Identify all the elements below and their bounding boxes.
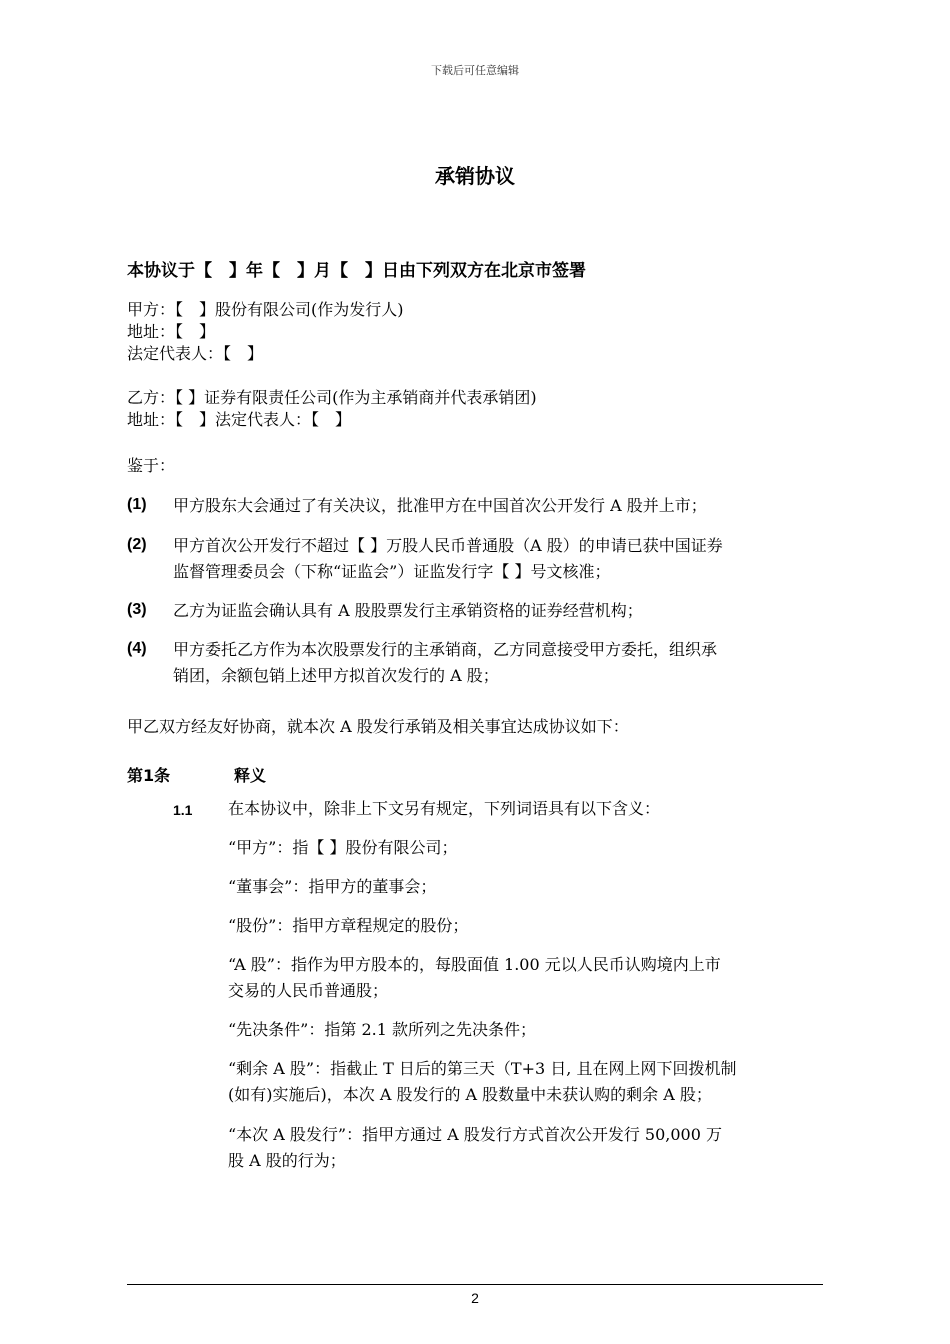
whereas-item-number: (2) (127, 536, 147, 553)
article-number: 第1条 (127, 766, 171, 785)
whereas-item-text: 甲方委托乙方作为本次股票发行的主承销商，乙方同意接受甲方委托，组织承 (173, 640, 718, 659)
party-b-name: 乙方：【 】证券有限责任公司(作为主承销商并代表承销团) (127, 388, 537, 407)
whereas-item-number: (4) (127, 640, 147, 657)
definition-item: “A 股”：指作为甲方股本的，每股面值 1.00 元以人民币认购境内上市 (228, 955, 721, 974)
definition-item: “本次 A 股发行”：指甲方通过 A 股发行方式首次公开发行 50,000 万 (228, 1125, 722, 1144)
document-title: 承销协议 (435, 164, 515, 188)
whereas-item-text: 甲方首次公开发行不超过【 】万股人民币普通股（A 股）的申请已获中国证券 (173, 536, 723, 555)
footer-divider (127, 1284, 823, 1285)
whereas-item-number: (1) (127, 496, 147, 513)
definition-item: “股份”：指甲方章程规定的股份； (228, 916, 469, 935)
definition-item: “先决条件”：指第 2.1 款所列之先决条件； (228, 1020, 536, 1039)
definition-item: “甲方”：指【 】股份有限公司； (228, 838, 458, 857)
whereas-item-text: 甲方股东大会通过了有关决议，批准甲方在中国首次公开发行 A 股并上市； (173, 496, 707, 515)
clause-number: 1.1 (173, 802, 193, 818)
clause-text: 在本协议中，除非上下文另有规定，下列词语具有以下含义： (228, 799, 661, 818)
definition-item: 交易的人民币普通股； (228, 981, 389, 1000)
agreement-intro: 甲乙双方经友好协商，就本次 A 股发行承销及相关事宜达成协议如下： (127, 717, 629, 736)
article-title: 释义 (234, 766, 267, 785)
whereas-item-text: 乙方为证监会确认具有 A 股股票发行主承销资格的证券经营机构； (173, 601, 643, 620)
party-a-address: 地址：【 】 (127, 322, 216, 341)
definition-item: (如有)实施后)，本次 A 股发行的 A 股数量中未获认购的剩余 A 股； (228, 1085, 712, 1104)
page-number: 2 (471, 1290, 479, 1306)
whereas-item-number: (3) (127, 601, 147, 618)
whereas-label: 鉴于： (127, 456, 176, 475)
definition-item: “剩余 A 股”：指截止 T 日后的第三天（T+3 日, 且在网上网下回拨机制 (228, 1059, 737, 1078)
party-b-address-rep: 地址：【 】法定代表人：【 】 (127, 410, 352, 429)
party-a-rep: 法定代表人：【 】 (127, 344, 264, 363)
definition-item: 股 A 股的行为； (228, 1151, 346, 1170)
whereas-item-text: 监督管理委员会（下称“证监会”）证监发行字【 】号文核准； (173, 562, 611, 581)
whereas-item-text: 销团，余额包销上述甲方拟首次发行的 A 股； (173, 666, 499, 685)
party-a-name: 甲方：【 】股份有限公司(作为发行人) (127, 300, 404, 319)
signing-line: 本协议于【 】年【 】月【 】日由下列双方在北京市签署 (127, 261, 586, 281)
header-note: 下载后可任意编辑 (431, 64, 519, 77)
definition-item: “董事会”：指甲方的董事会； (228, 877, 437, 896)
